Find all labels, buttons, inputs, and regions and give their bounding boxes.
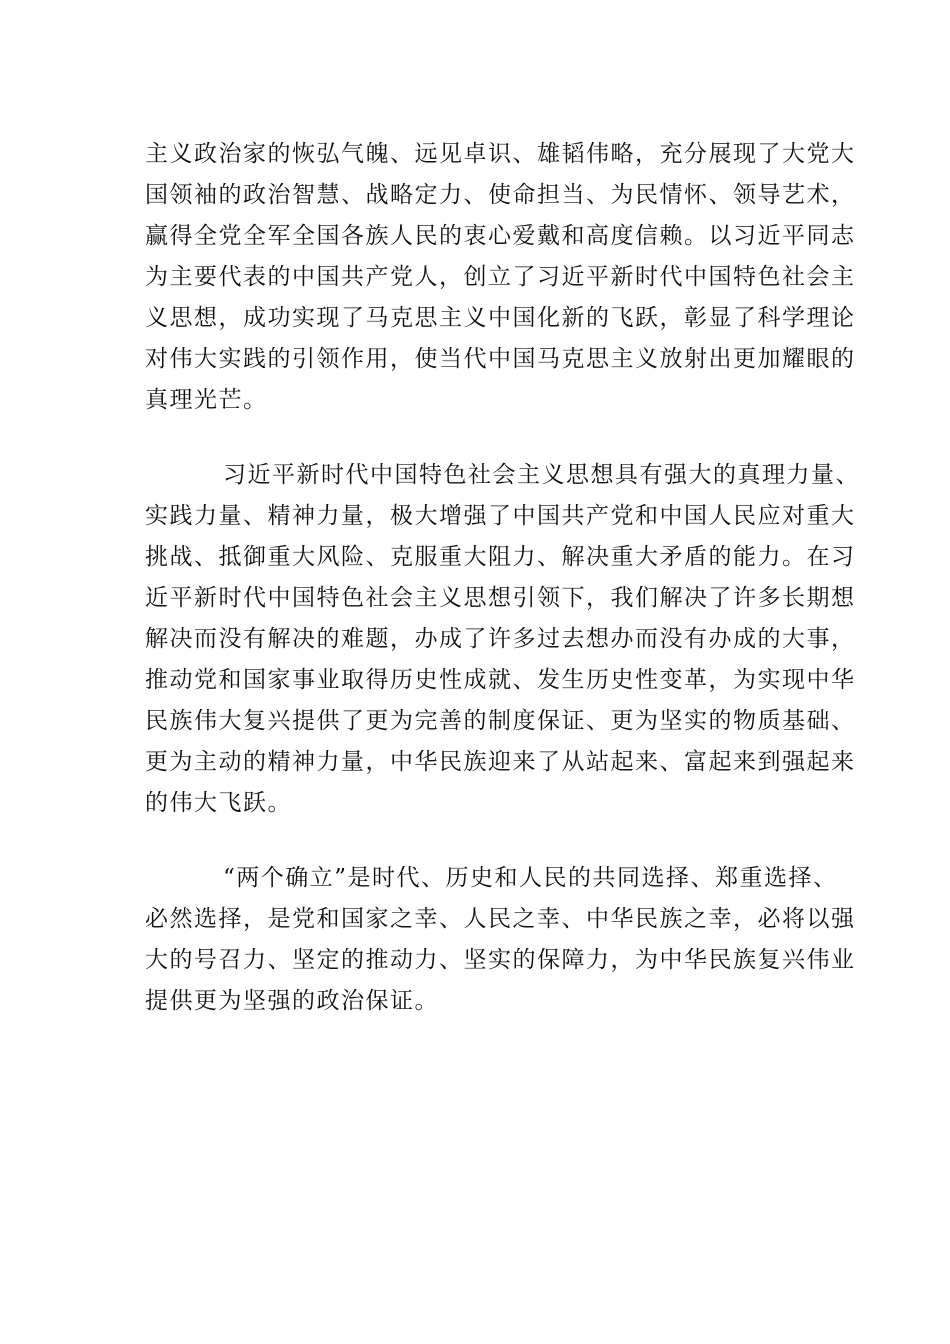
- paragraph-3: [145, 858, 856, 1022]
- text-line: 更为主动的精神力量，中华民族迎来了从站起来、富起来到强起来: [145, 749, 856, 775]
- text-line: 大的号召力、坚定的推动力、坚实的保障力，为中华民族复兴伟业: [145, 947, 856, 973]
- text-line: 实践力量、精神力量，极大增强了中国共产党和中国人民应对重大: [145, 503, 856, 529]
- text-line: “两个确立”是时代、历史和人民的共同选择、郑重选择、: [223, 865, 838, 891]
- text-line: 习近平新时代中国特色社会主义思想具有强大的真理力量、: [223, 462, 860, 488]
- text-line: 对伟大实践的引领作用，使当代中国马克思主义放射出更加耀眼的: [145, 346, 856, 372]
- text-line: 提供更为坚强的政治保证。: [145, 988, 439, 1014]
- text-line: 民族伟大复兴提供了更为完善的制度保证、更为坚实的物质基础、: [145, 708, 856, 734]
- text-line: 主义政治家的恢弘气魄、远见卓识、雄韬伟略，充分展现了大党大: [145, 141, 856, 167]
- paragraph-2: [145, 455, 860, 824]
- text-line: 的伟大飞跃。: [145, 790, 292, 816]
- text-line: 真理光芒。: [145, 387, 268, 413]
- paragraph-1: [145, 134, 856, 421]
- text-line: 义思想，成功实现了马克思主义中国化新的飞跃，彰显了科学理论: [145, 305, 856, 331]
- text-line: 必然选择，是党和国家之幸、人民之幸、中华民族之幸，必将以强: [145, 906, 856, 932]
- text-line: 为主要代表的中国共产党人，创立了习近平新时代中国特色社会主: [145, 264, 856, 290]
- text-line: 挑战、抵御重大风险、克服重大阻力、解决重大矛盾的能力。在习: [145, 544, 856, 570]
- text-line: 解决而没有解决的难题，办成了许多过去想办而没有办成的大事，: [145, 626, 856, 652]
- document-body: [145, 134, 860, 1022]
- text-line: 国领袖的政治智慧、战略定力、使命担当、为民情怀、领导艺术，: [145, 182, 856, 208]
- text-line: 赢得全党全军全国各族人民的衷心爱戴和高度信赖。以习近平同志: [145, 223, 856, 249]
- text-line: 近平新时代中国特色社会主义思想引领下，我们解决了许多长期想: [145, 585, 856, 611]
- text-line: 推动党和国家事业取得历史性成就、发生历史性变革，为实现中华: [145, 667, 856, 693]
